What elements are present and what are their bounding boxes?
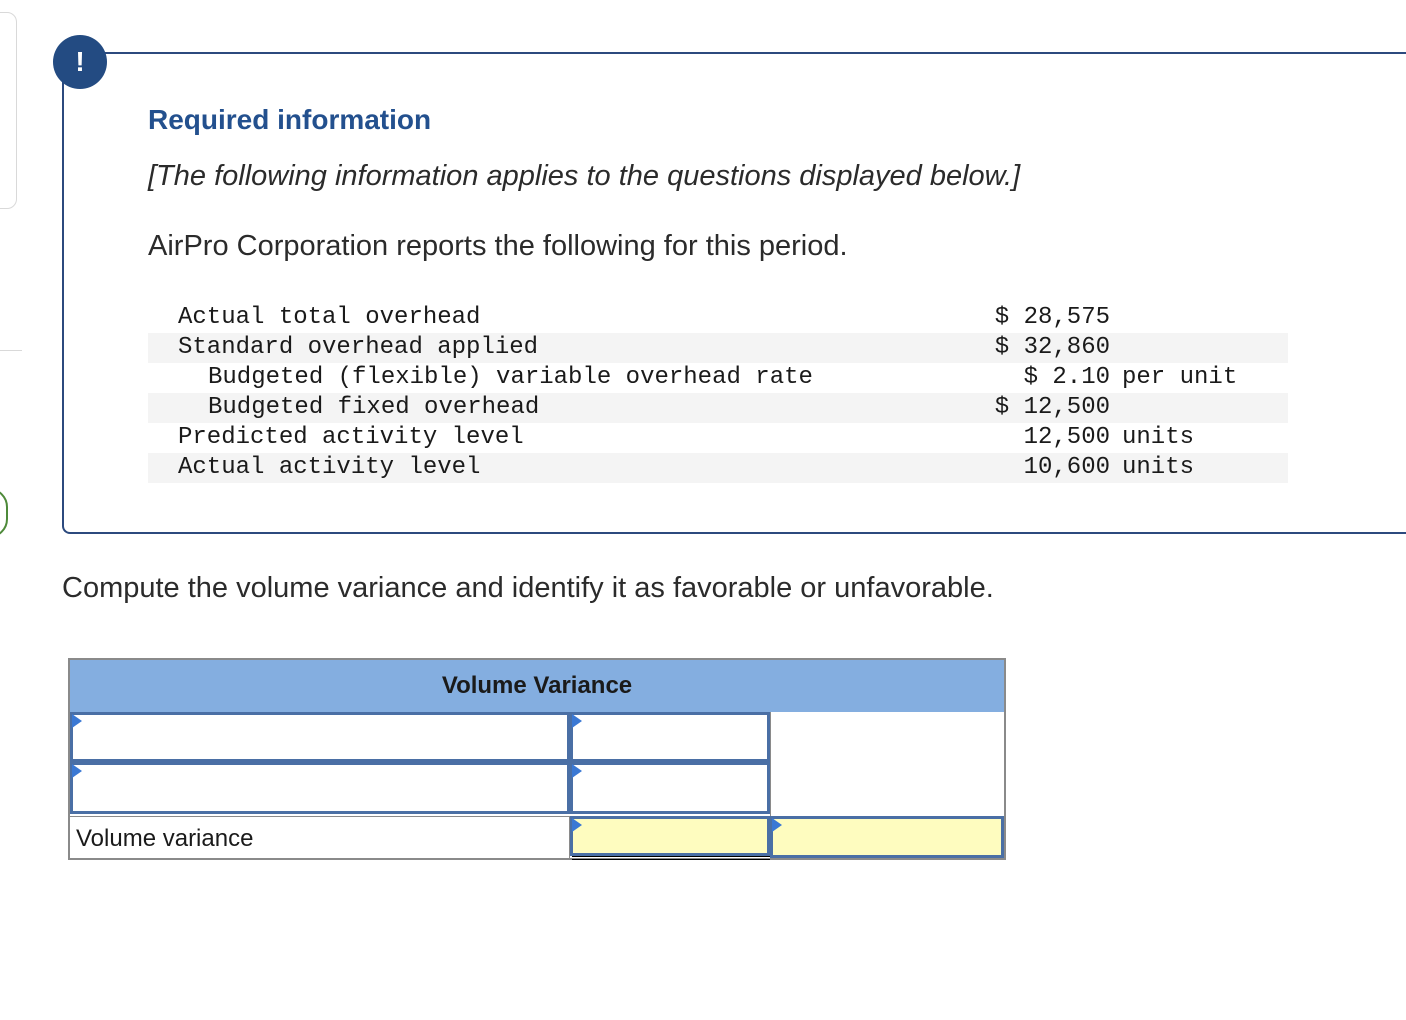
table-header: Volume Variance bbox=[70, 660, 1004, 714]
side-button-edge[interactable] bbox=[0, 488, 8, 538]
data-value: $ 32,860 bbox=[994, 334, 1110, 361]
favorable-unfavorable-select[interactable] bbox=[770, 816, 1004, 858]
row2-label-input[interactable] bbox=[70, 762, 570, 814]
volume-variance-amount-input[interactable] bbox=[570, 816, 770, 856]
data-label: Predicted activity level bbox=[178, 424, 524, 451]
data-value: 10,600 bbox=[1023, 454, 1110, 481]
data-row bbox=[148, 333, 1288, 363]
double-underline bbox=[572, 859, 770, 860]
data-unit: units bbox=[1122, 424, 1195, 451]
data-row bbox=[148, 363, 1288, 393]
data-label: Budgeted (flexible) variable overhead rate bbox=[208, 364, 813, 391]
data-unit: units bbox=[1122, 454, 1195, 481]
divider bbox=[0, 350, 22, 351]
total-label: Volume variance bbox=[76, 825, 254, 852]
data-row bbox=[148, 393, 1288, 423]
question-text: Compute the volume variance and identify it as favorable or unfavorable. bbox=[62, 572, 994, 604]
total-label-cell bbox=[70, 816, 570, 858]
double-underline bbox=[572, 856, 770, 857]
data-label: Budgeted fixed overhead bbox=[208, 394, 540, 421]
data-unit: per unit bbox=[1122, 364, 1238, 391]
given-data-table bbox=[148, 303, 1288, 483]
data-row bbox=[148, 453, 1288, 483]
data-label: Actual total overhead bbox=[178, 304, 481, 331]
row2-amount-input[interactable] bbox=[570, 762, 770, 814]
data-value: 12,500 bbox=[1023, 424, 1110, 451]
previous-panel-edge bbox=[0, 12, 17, 209]
empty-cell bbox=[770, 712, 1004, 816]
exclamation-icon: ! bbox=[53, 35, 107, 89]
data-label: Actual activity level bbox=[178, 454, 481, 481]
required-info-subtitle: [The following information applies to the questions displayed below.] bbox=[148, 160, 1021, 192]
data-row bbox=[148, 303, 1288, 333]
data-label: Standard overhead applied bbox=[178, 334, 539, 361]
data-value: $ 12,500 bbox=[994, 394, 1110, 421]
data-value: $ 2.10 bbox=[1023, 364, 1110, 391]
data-row bbox=[148, 423, 1288, 453]
row1-amount-input[interactable] bbox=[570, 712, 770, 762]
volume-variance-table bbox=[68, 658, 1006, 860]
row1-label-input[interactable] bbox=[70, 712, 570, 762]
required-info-title: Required information bbox=[148, 104, 432, 135]
data-value: $ 28,575 bbox=[994, 304, 1110, 331]
required-info-intro: AirPro Corporation reports the following for this period. bbox=[148, 230, 848, 262]
